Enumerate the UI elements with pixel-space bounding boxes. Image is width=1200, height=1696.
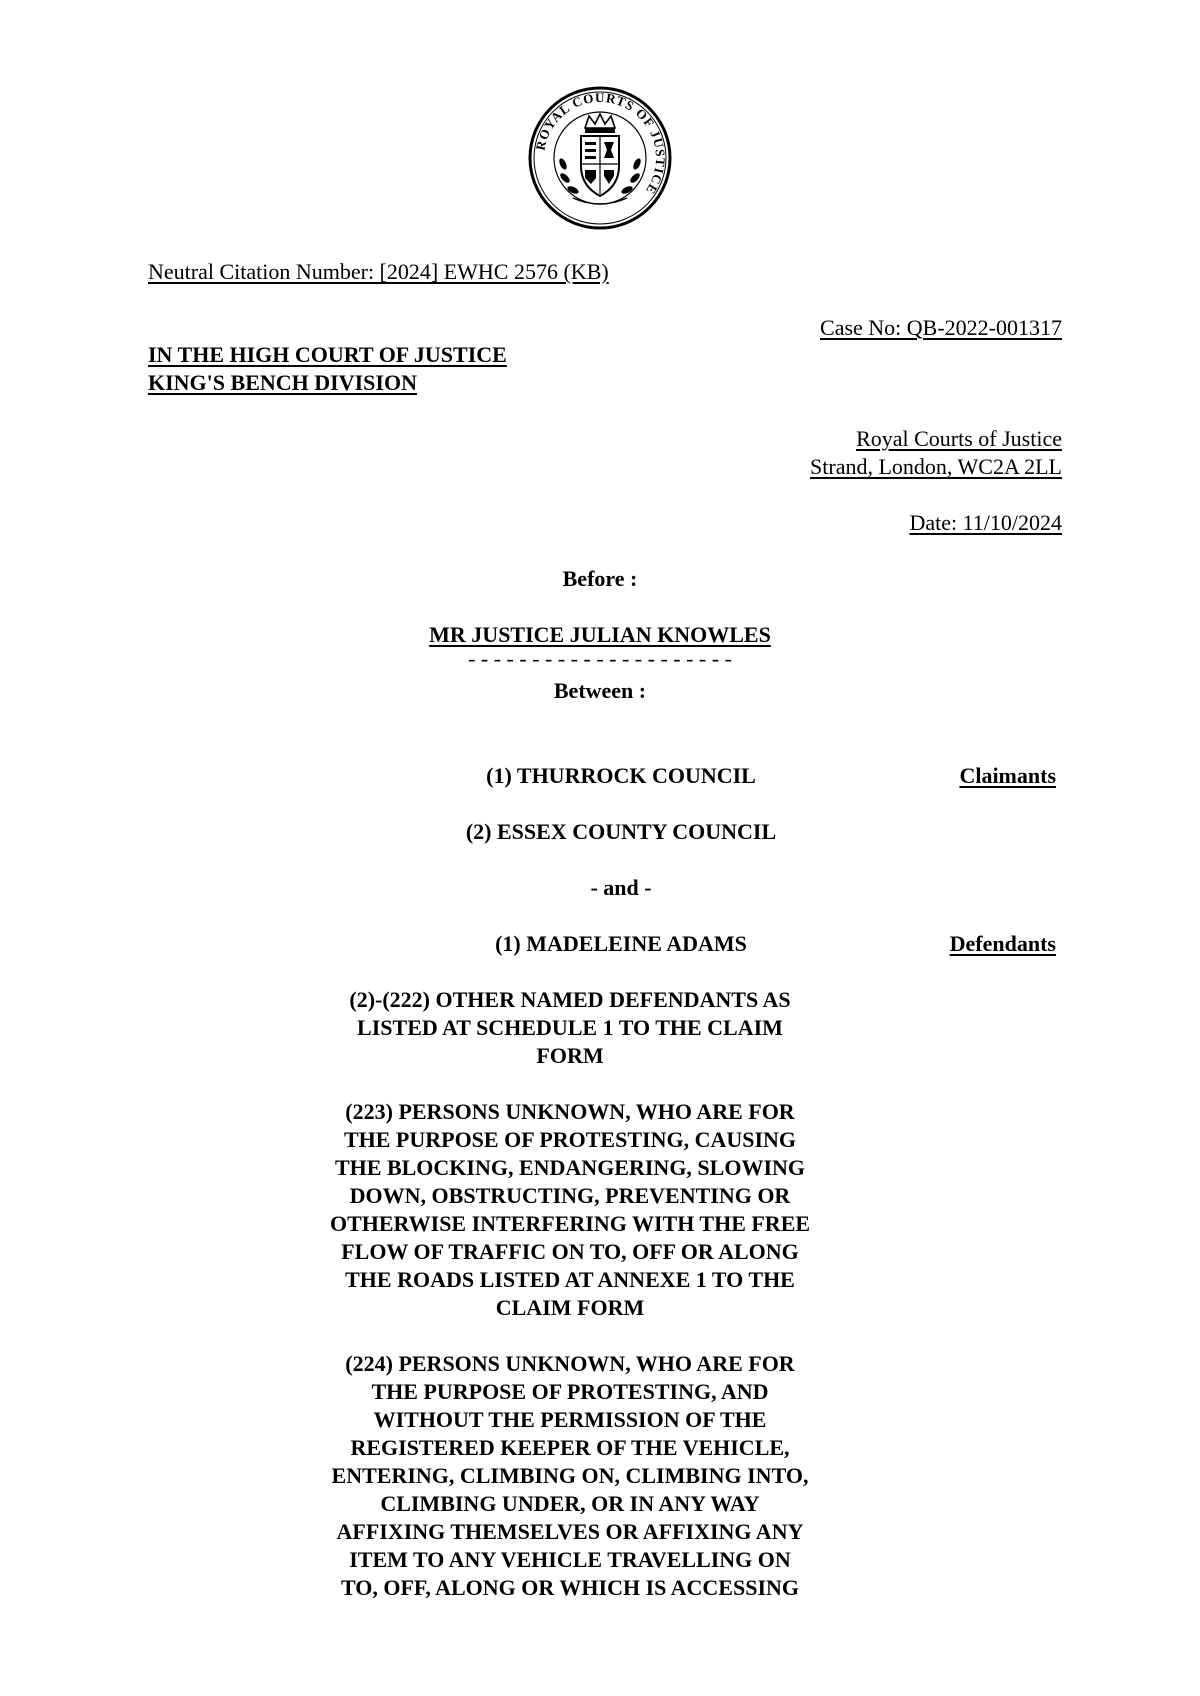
between-label: Between : — [553, 678, 647, 703]
court-division: KING'S BENCH DIVISION — [148, 370, 417, 395]
claimant-2: (2) ESSEX COUNTY COUNCIL — [465, 819, 777, 844]
court-name: IN THE HIGH COURT OF JUSTICE — [148, 342, 507, 367]
defendants-label: Defendants — [949, 931, 1056, 956]
court-address-line1: Royal Courts of Justice — [856, 426, 1062, 451]
defendant-224: (224) PERSONS UNKNOWN, WHO ARE FOR THE PURPOSE OF PROTESTING, AND WITHOUT THE PERMISSION OF THE REGISTERED KEEPER OF THE VEHICLE, ENTERING, CLIMBING ON, CLIMBING INTO, CLIMBING UNDER, OR IN ANY WAY AFFIXING THEMSELVES OR AFFIXING ANY ITEM TO ANY VEHICLE TRAVELLING ON TO, OFF, ALONG OR WHICH IS ACCESSING — [331, 1351, 809, 1600]
neutral-citation: Neutral Citation Number: [2024] EWHC 2576 (KB) — [148, 259, 609, 284]
court-address-line2: Strand, London, WC2A 2LL — [810, 454, 1062, 479]
case-number: Case No: QB-2022-001317 — [820, 315, 1062, 340]
separator-line: - - - - - - - - - - - - - - - - - - - - - — [468, 646, 732, 671]
judgment-date: Date: 11/10/2024 — [909, 510, 1062, 535]
judge-name: MR JUSTICE JULIAN KNOWLES — [429, 622, 771, 647]
claimants-label: Claimants — [959, 763, 1056, 788]
seal-ring-text: ROYAL COURTS OF JUSTICE — [532, 89, 669, 198]
court-seal-icon — [525, 86, 675, 230]
defendant-223: (223) PERSONS UNKNOWN, WHO ARE FOR THE PURPOSE OF PROTESTING, CAUSING THE BLOCKING, ENDANGERING, SLOWING DOWN, OBSTRUCTING, PREVENTING OR OTHERWISE INTERFERING WITH THE FREE FLOW OF TRAFFIC ON TO, OFF OR ALONG THE ROADS LISTED AT ANNEXE 1 TO THE CLAIM FORM — [329, 1099, 811, 1320]
and-separator: - and - — [590, 875, 652, 900]
claimant-1: (1) THURROCK COUNCIL — [486, 763, 756, 788]
defendant-1: (1) MADELEINE ADAMS — [495, 931, 747, 956]
before-label: Before : — [562, 566, 638, 591]
defendants-2-222: (2)-(222) OTHER NAMED DEFENDANTS AS LISTED AT SCHEDULE 1 TO THE CLAIM FORM — [349, 987, 791, 1068]
